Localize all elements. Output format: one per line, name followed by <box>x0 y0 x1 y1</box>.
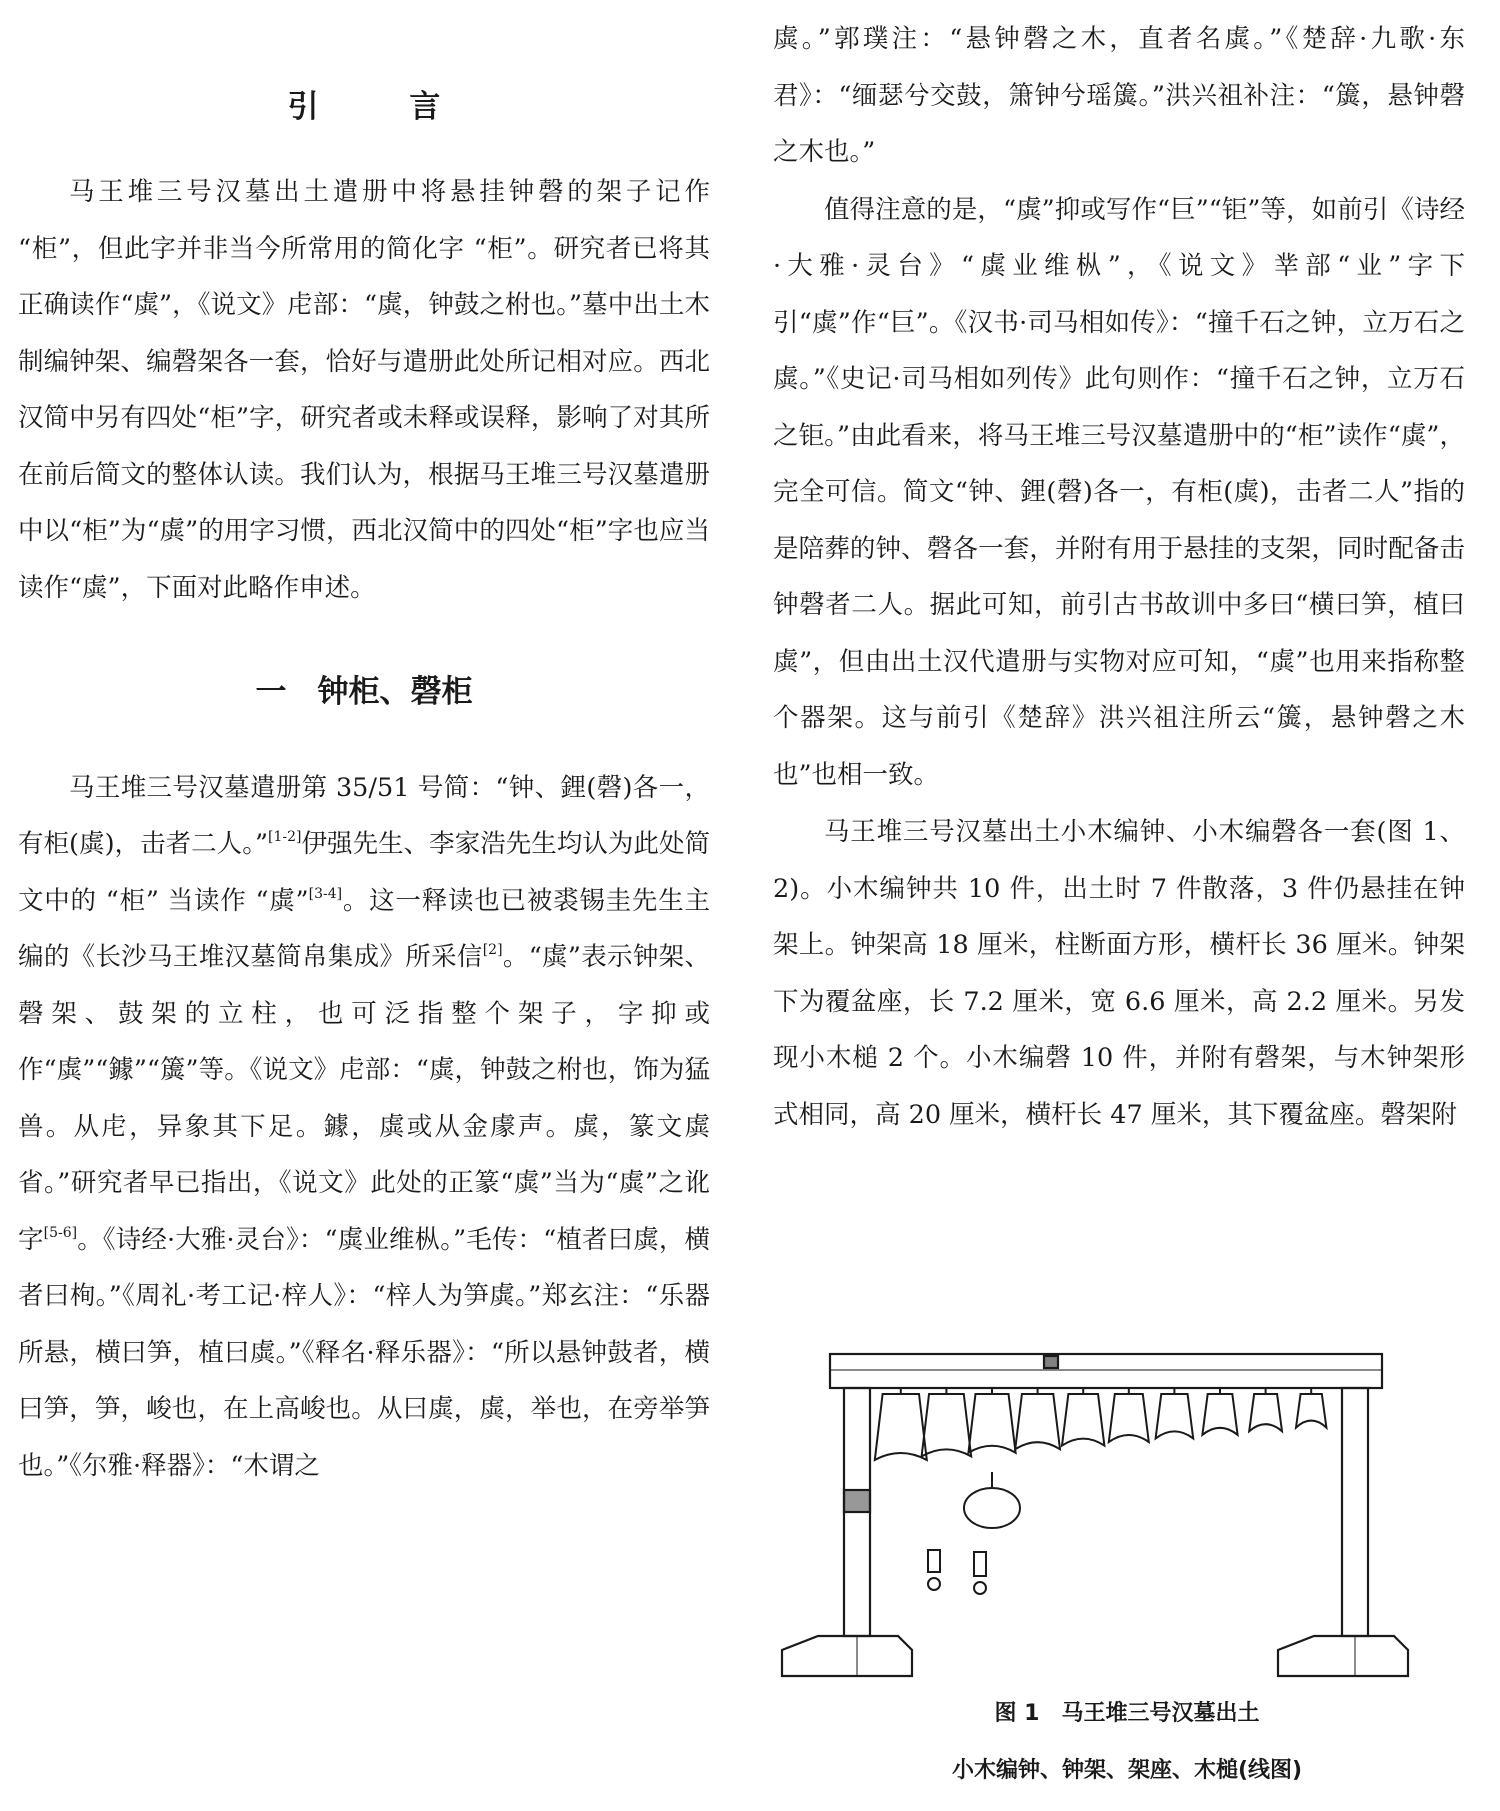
bell-3 <box>968 1394 1015 1453</box>
bell-1 <box>875 1394 927 1460</box>
rack-right-post <box>1342 1388 1368 1636</box>
section1-text-1: 马王堆三号汉墓遣册第 35/51 号简：“钟、鋰(磬)各一，有柜(虡)，击者二人。” <box>18 772 710 860</box>
section1-paragraph <box>18 760 710 1495</box>
rack-right-base <box>1278 1636 1408 1676</box>
rack-left-base <box>782 1636 912 1676</box>
citation-ref-3: [2] <box>482 942 503 959</box>
bell-6 <box>1109 1394 1149 1442</box>
bell-10 <box>1296 1394 1326 1428</box>
section1-heading: 一 钟柜、磬柜 <box>255 674 473 711</box>
section1-text-4: 。“虡”表示钟架、磬架、鼓架的立柱，也可泛指整个架子，字抑或作“虡”“鐻”“簴”等。《说文》虍部：“虡，钟鼓之柎也，饰为猛兽。从虍，异象其下足。鐻，虡或从金豦声。虡，篆文虡省。”研究者早已指出，《说文》此处的正篆“虡”当为“虡”之讹字 <box>18 942 710 1255</box>
citation-ref-1: [1-2] <box>268 829 302 846</box>
figure-caption-line-2: 小木编钟、钟架、架座、木槌(线图) <box>951 1758 1303 1783</box>
right-paragraph-1: 虡。”郭璞注：“悬钟磬之木，直者名虡。”《楚辞·九歌·东君》：“缅瑟兮交鼓，箫钟兮瑶簴。”洪兴祖补注：“簴，悬钟磬之木也。” <box>773 24 1465 167</box>
intro-paragraph: 马王堆三号汉墓出土遣册中将悬挂钟磬的架子记作 “柜”，但此字并非当今所常用的简化字 “柜”。研究者已将其正确读作“虡”，《说文》虍部：“虡，钟鼓之柎也。”墓中出土木制编钟架、编磬架各一套，恰好与遣册此处所记相对应。西北汉简中另有四处“柜”字，研究者或未释或误释，影响了对其所在前后简文的整体认读。我们认为，根据马王堆三号汉墓遣册中以“柜”为“虡”的用字习惯，西北汉简中的四处“柜”字也应当读作“虡”，下面对此略作申述。 <box>18 177 710 603</box>
bell-2 <box>922 1394 972 1456</box>
mallet-2-handle <box>974 1582 986 1594</box>
bell-5 <box>1062 1394 1104 1446</box>
bell-rack-drawing <box>778 1350 1476 1692</box>
citation-ref-2: [3-4] <box>308 885 343 902</box>
mallet-2-head <box>974 1552 986 1576</box>
citation-ref-4: [5-6] <box>43 1224 78 1241</box>
mallet-1-handle <box>928 1578 940 1590</box>
figure-1-line-drawing <box>778 1350 1476 1692</box>
mallet-1-head <box>928 1550 940 1572</box>
rack-crossbar <box>830 1354 1382 1388</box>
bell-9 <box>1249 1394 1282 1431</box>
hanging-chime-stone <box>964 1488 1020 1528</box>
right-paragraph-2: 值得注意的是，“虡”抑或写作“巨”“钜”等，如前引《诗经·大雅·灵台》“虡业维枞”，《说文》丵部“业”字下引“虡”作“巨”。《汉书·司马相如传》：“撞千石之钟，立万石之虡。”《史记·司马相如列传》此句则作：“撞千石之钟，立万石之钜。”由此看来，将马王堆三号汉墓遣册中的“柜”读作“虡”，完全可信。简文“钟、鋰(磬)各一，有柜(虡)，击者二人”指的是陪葬的钟、磬各一套，并附有用于悬挂的支架，同时配备击钟磬者二人。据此可知，前引古书故训中多曰“横曰笋，植曰虡”，但由出土汉代遣册与实物对应可知，“虡”也用来指称整个器架。这与前引《楚辞》洪兴祖注所云“簴，悬钟磬之木也”也相一致。 <box>773 194 1465 790</box>
bell-8 <box>1202 1394 1237 1435</box>
right-paragraph-3: 马王堆三号汉墓出土小木编钟、小木编磬各一套(图 1、2)。小木编钟共 10 件，出土时 7 件散落，3 件仍悬挂在钟架上。钟架高 18 厘米，柱断面方形，横杆长 36 厘米。钟架下为覆盆座，长 7.2 厘米，宽 6.6 厘米，高 2.2 厘米。另发现小木槌 2 个。小木编磬 10 件，并附有磬架，与木钟架形式相同，高 20 厘米，横杆长 47 厘米，其下覆盆座。磬架附 <box>773 817 1465 1130</box>
section1-text-3: 。这一释读也已被裘锡圭先生主编的《长沙马王堆汉墓简帛集成》所采信 <box>18 885 710 973</box>
left-column <box>18 0 710 1494</box>
figure-caption-line-1: 图 1 马王堆三号汉墓出土 <box>994 1701 1260 1726</box>
right-column <box>773 0 1465 1143</box>
bell-7 <box>1156 1394 1194 1438</box>
bell-4 <box>1015 1394 1060 1449</box>
section1-text-5: 。《诗经·大雅·灵台》：“虡业维枞。”毛传：“植者曰虡，横者曰栒。”《周礼·考工记·梓人》：“梓人为笋虡。”郑玄注：“乐器所悬，横曰笋，植曰虡。”《释名·释乐器》：“所以悬钟鼓者，横曰笋，笋，峻也，在上高峻也。从曰虡，虡，举也，在旁举笋也。”《尔雅·释器》：“木谓之 <box>18 1224 710 1481</box>
intro-heading: 引 言 <box>287 89 481 125</box>
section1-text-2: 伊强先生、李家浩先生均认为此处简文中的 “柜” 当读作 “虡” <box>18 829 710 916</box>
